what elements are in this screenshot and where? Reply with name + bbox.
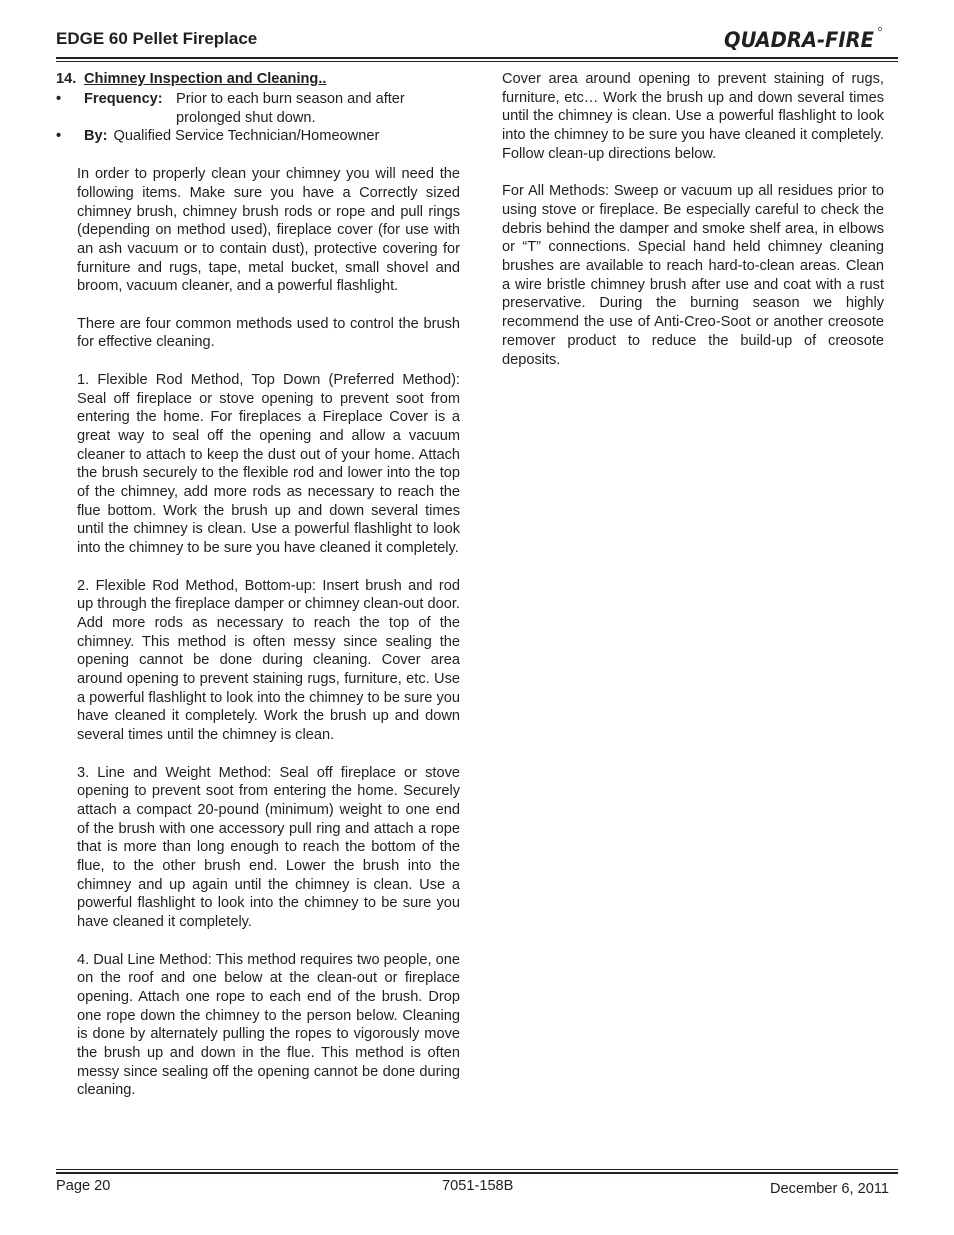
section-title: Chimney Inspection and Cleaning.. [84,71,327,87]
by-bullet [56,127,460,146]
header-rule-thin [56,61,898,62]
document-title: EDGE 60 Pellet Fireplace [56,29,258,48]
by-text: Qualified Service Technician/Homeowner [113,128,380,145]
footer-rule [56,1172,898,1174]
document-number: 7051-158B [442,1178,514,1194]
methods-intro-paragraph: There are four common methods used to control the brush for effective cleaning. [77,315,460,351]
all-methods-paragraph: For All Methods: Sweep or vacuum up all residues prior to using stove or fireplace. Be especially careful to check the debris behind the damper and smoke shelf area, in elbows or “T” connections. Special hand held chimney cleaning brushes are available to reach hard-to-clean areas. Clean a wire bristle chimney brush after use and coat with a rust preservative. During the burning season we highly recommend the use of Anti-Creo-Soot or another creosote remover product to reduce the build-up of creosote deposits. [502,183,884,368]
bullet-dot: • [56,128,62,145]
bullet-dot: • [56,91,62,107]
intro-paragraph: In order to properly clean your chimney you will need the following items. Make sure you have a Correctly sized chimney brush, chimney brush rods or rope and pull rings (depending on method used), fireplace cover (for use with an ash vacuum or to contain dust), protective covering for furniture and rugs, tape, metal bucket, small shovel and broom, vacuum cleaner, and a powerful flashlight. [77,166,460,295]
left-column [56,70,460,1119]
document-date: December 6, 2011 [770,1181,889,1197]
frequency-text: Prior to each burn season and after prolonged shut down. [176,91,405,126]
quadra-fire-logo-graphic [723,24,883,54]
logo-text: QUADRA-FIRE [724,28,875,52]
footer-rule-thin [56,1169,898,1170]
right-column [502,70,884,388]
frequency-bullet [56,90,460,127]
section-heading [56,70,460,90]
page-number: Page 20 [56,1178,111,1194]
by-label: By: [84,128,108,145]
method-1-paragraph: 1. Flexible Rod Method, Top Down (Preferred Method): Seal off fireplace or stove opening to prevent soot from entering the home. For fireplaces a Fireplace Cover is a great way to seal off the opening and allow a vacuum cleaner to attach to keep the dust out of your home. Attach the brush securely to the flexible rod and lower into the top of the chimney, add more rods as necessary to reach the flue bottom. Work the brush up and down several times until the chimney is clean. Use a powerful flashlight to look into the chimney to be sure you have cleaned it completely. [77,371,460,557]
quadra-fire-logo [723,24,883,54]
method-4-paragraph: 4. Dual Line Method: This method requires two people, one on the roof and one below at the clean-out or fireplace opening. Attach one rope to each end of the brush. Drop one rope down the chimney to the person below. Cleaning is done by alternately pulling the ropes to vigorously move the brush up and down in the flue. This method is often messy since sealing off the opening cannot be done during cleaning. [77,951,460,1099]
method-2-paragraph: 2. Flexible Rod Method, Bottom-up: Insert brush and rod up through the fireplace damper or chimney clean-out door. Add more rods as necessary to reach the top of the chimney. This method is often messy since sealing the opening cannot be done during cleaning. Cover area around opening to prevent staining rugs, furniture, etc. Use a powerful flashlight to look into the chimney to be sure you have cleaned it completely. Work the brush up and down several times until the chimney is clean. [77,577,460,744]
left-body [56,165,460,1100]
header-rule [56,57,898,59]
cover-area-paragraph: Cover area around opening to prevent staining of rugs, furniture, etc… Work the brush up and down several times until the chimney is clean. Use a powerful flashlight to look into the chimney to be sure you have cleaned it completely. Follow clean-up directions below. [502,71,884,162]
section-number: 14. [56,71,77,87]
frequency-label: Frequency: [84,91,163,107]
method-3-paragraph: 3. Line and Weight Method: Seal off fireplace or stove opening to prevent soot from entering the home. Securely attach a compact 20-pound (minimum) weight to one end of the brush with one accessory pull ring and attach a rope that is more than long enough to reach the bottom of the flue, to the other brush end. Lower the brush into the chimney and up again until the chimney is clean. Use a powerful flashlight to look into the chimney to be sure you have cleaned it completely. [77,764,460,931]
